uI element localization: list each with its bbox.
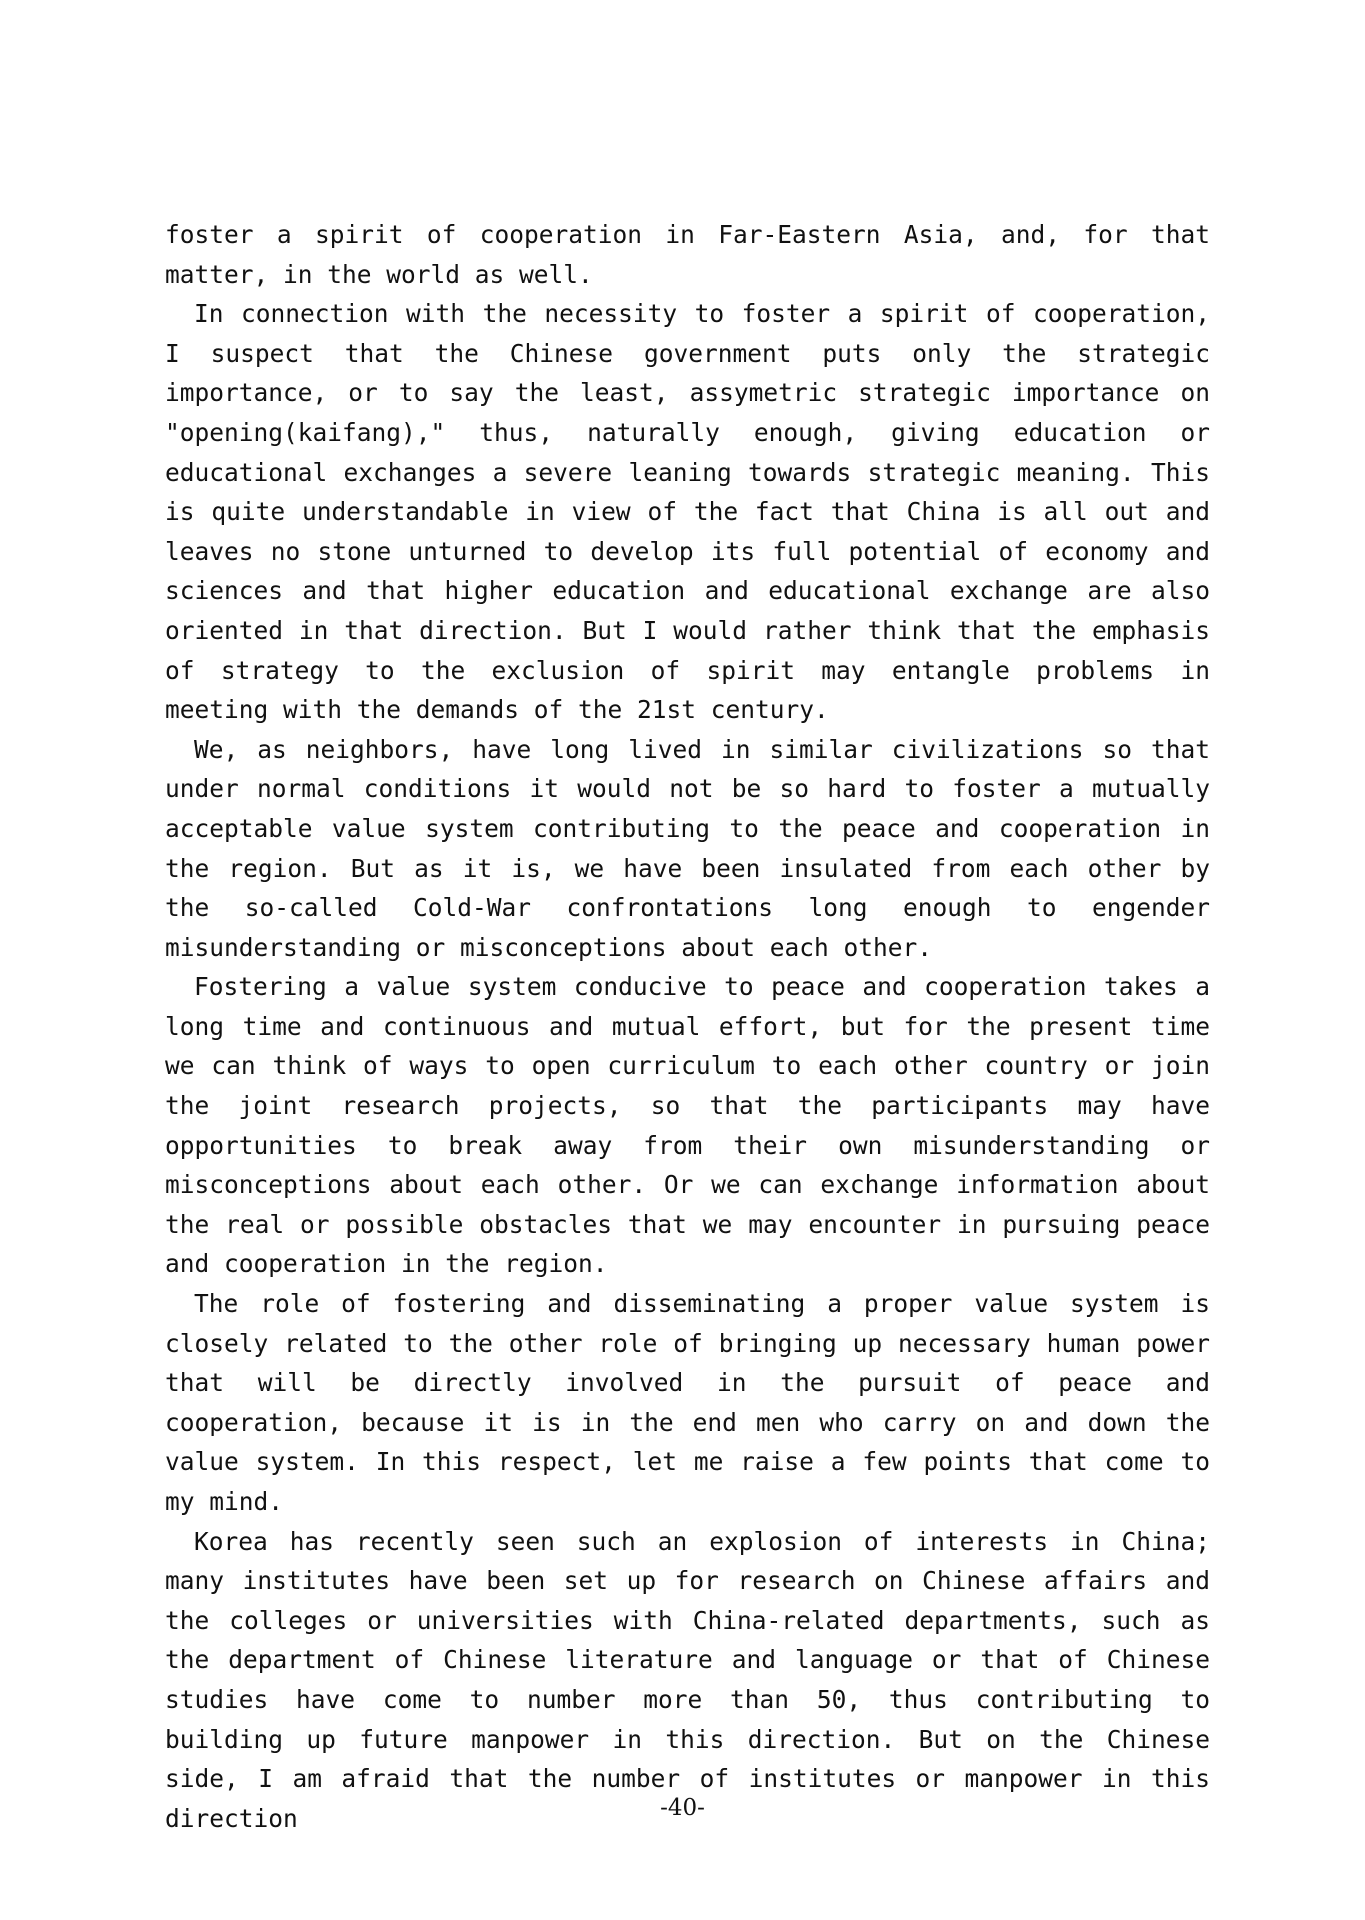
paragraph-6: Korea has recently seen such an explosion of interests in China; many institutes have been set up for research on Chinese affairs and the colleges or universities with China-related departments, such as the department of Chinese literature and language or that of Chinese studies have come to number more than 50, thus contributing to building up future manpower in this direction. But on the Chinese side, I am afraid that the number of institutes or manpower in this direction [165, 1526, 1210, 1833]
page-number: -40- [660, 1795, 705, 1821]
body-text [165, 215, 1210, 1838]
paragraph-1: foster a spirit of cooperation in Far-Eastern Asia, and, for that matter, in the world as well. [165, 220, 1210, 289]
paragraph-3: We, as neighbors, have long lived in similar civilizations so that under normal conditions it would not be so hard to foster a mutually acceptable value system contributing to the peace and cooperation in the region. But as it is, we have been insulated from each other by the so-called Cold-War confrontations long enough to engender misunderstanding or misconceptions about each other. [165, 734, 1210, 962]
paragraph-2: In connection with the necessity to foster a spirit of cooperation, I suspect that the Chinese government puts only the strategic importance, or to say the least, assymetric strategic importance on "opening(kaifang)," thus, naturally enough, giving education or educational exchanges a severe leaning towards strategic meaning. This is quite understandable in view of the fact that China is all out and leaves no stone unturned to develop its full potential of economy and sciences and that higher education and educational exchange are also oriented in that direction. But I would rather think that the emphasis of strategy to the exclusion of spirit may entangle problems in meeting with the demands of the 21st century. [165, 299, 1210, 725]
paragraph-4: Fostering a value system conducive to peace and cooperation takes a long time and continuous and mutual effort, but for the present time we can think of ways to open curriculum to each other country or join the joint research projects, so that the participants may have opportunities to break away from their own misunderstanding or misconceptions about each other. Or we can exchange information about the real or possible obstacles that we may encounter in pursuing peace and cooperation in the region. [165, 972, 1210, 1279]
paragraph-5: The role of fostering and disseminating a proper value system is closely related to the other role of bringing up necessary human power that will be directly involved in the pursuit of peace and cooperation, because it is in the end men who carry on and down the value system. In this respect, let me raise a few points that come to my mind. [165, 1289, 1210, 1516]
